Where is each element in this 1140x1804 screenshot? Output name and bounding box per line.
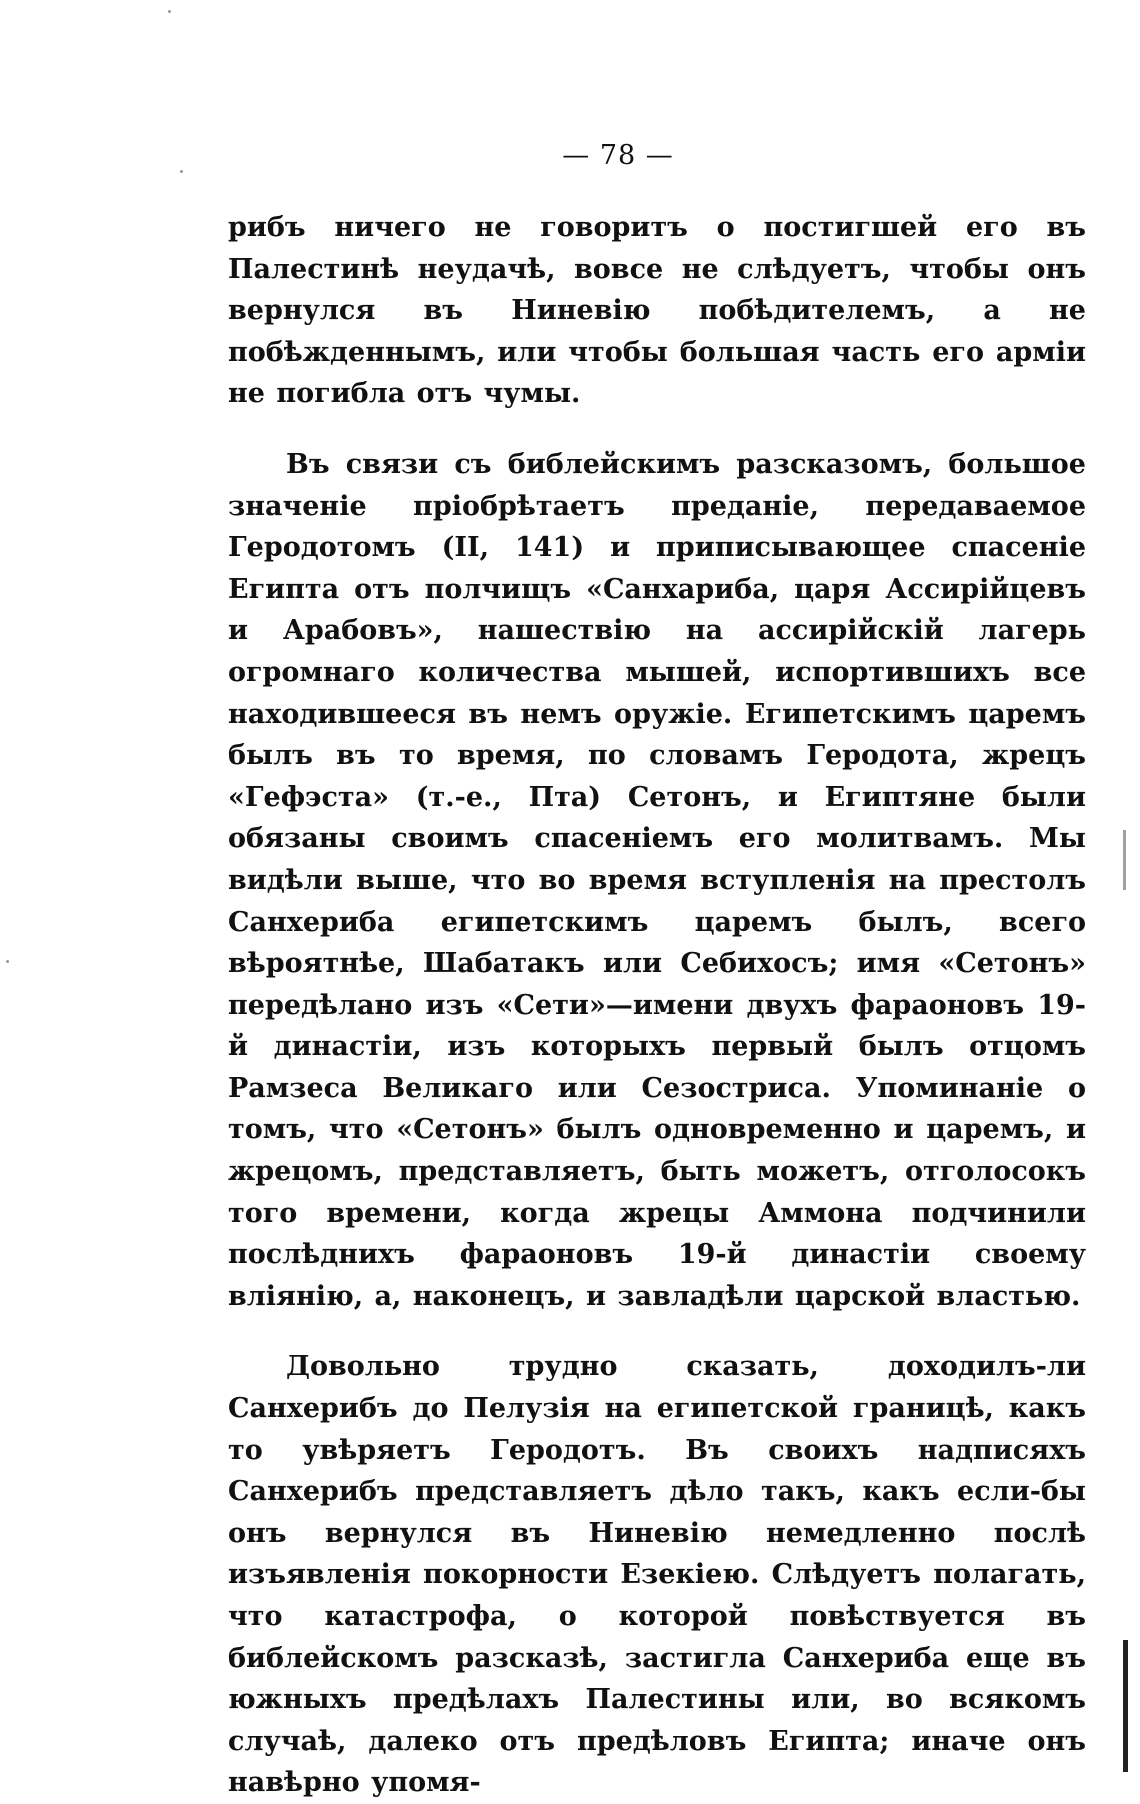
scan-speck [6,960,9,963]
scan-speck [168,10,171,13]
paragraph-continuation: рибъ ничего не говоритъ о постигшей его въ Палестинѣ неудачѣ, вовсе не слѣдуетъ, чтобы онъ вернулся въ Ниневію побѣдителемъ, а не побѣжденнымъ, или чтобы большая часть его арміи не погибла отъ чумы. [228,212,1086,410]
scan-edge-mark [1123,830,1126,890]
scan-speck [180,170,183,173]
paragraph-herodotus-legend: Въ связи съ библейскимъ разсказомъ, большое значеніе пріобрѣтаетъ преданіе, передаваемое Геродотомъ (II, 141) и приписывающее спасеніе Египта отъ полчищъ «Санхариба, царя Ассирійцевъ и Арабовъ», нашествію на ассирійскій лагерь огромнаго количества мышей, испортившихъ все находившееся въ немъ оружіе. Египетскимъ царемъ былъ въ то время, по словамъ Геродота, жрецъ «Гефэста» (т.-е., Пта) Сетонъ, и Египтяне были обязаны своимъ спасеніемъ его молитвамъ. Мы видѣли выше, что во время вступленія на престолъ Санхериба египетскимъ царемъ былъ, всего вѣроятнѣе, Шабатакъ или Себихосъ; имя «Сетонъ» передѣлано изъ «Сети»—имени двухъ фараоновъ 19-й династіи, изъ которыхъ первый былъ отцомъ Рамзеса Великаго или Сезостриса. Упоминаніе о томъ, что «Сетонъ» былъ одновременно и царемъ, и жрецомъ, представляетъ, быть можетъ, отголосокъ того времени, когда жрецы Аммона подчинили послѣднихъ фараоновъ 19-й династіи своему вліянію, а, наконецъ, и завладѣли царской властью. [228,448,1086,1312]
page-number: — 78 — [562,140,674,171]
scan-edge-mark [1123,1640,1128,1772]
paragraph-pelusium: Довольно трудно сказать, доходилъ-ли Санхерибъ до Пелузія на египетской границѣ, какъ то увѣряетъ Геродотъ. Въ своихъ надписяхъ Санхерибъ представляетъ дѣло такъ, какъ если-бы онъ вернулся въ Ниневію немедленно послѣ изъявленія покорности Езекіею. Слѣдуетъ полагать, что катастрофа, о которой повѣствуется въ библейскомъ разсказѣ, застигла Санхериба еще въ южныхъ предѣлахъ Палестины или, во всякомъ случаѣ, далеко отъ предѣловъ Египта; иначе онъ навѣрно упомя- [228,1351,1086,1799]
body-text [228,207,1086,1804]
